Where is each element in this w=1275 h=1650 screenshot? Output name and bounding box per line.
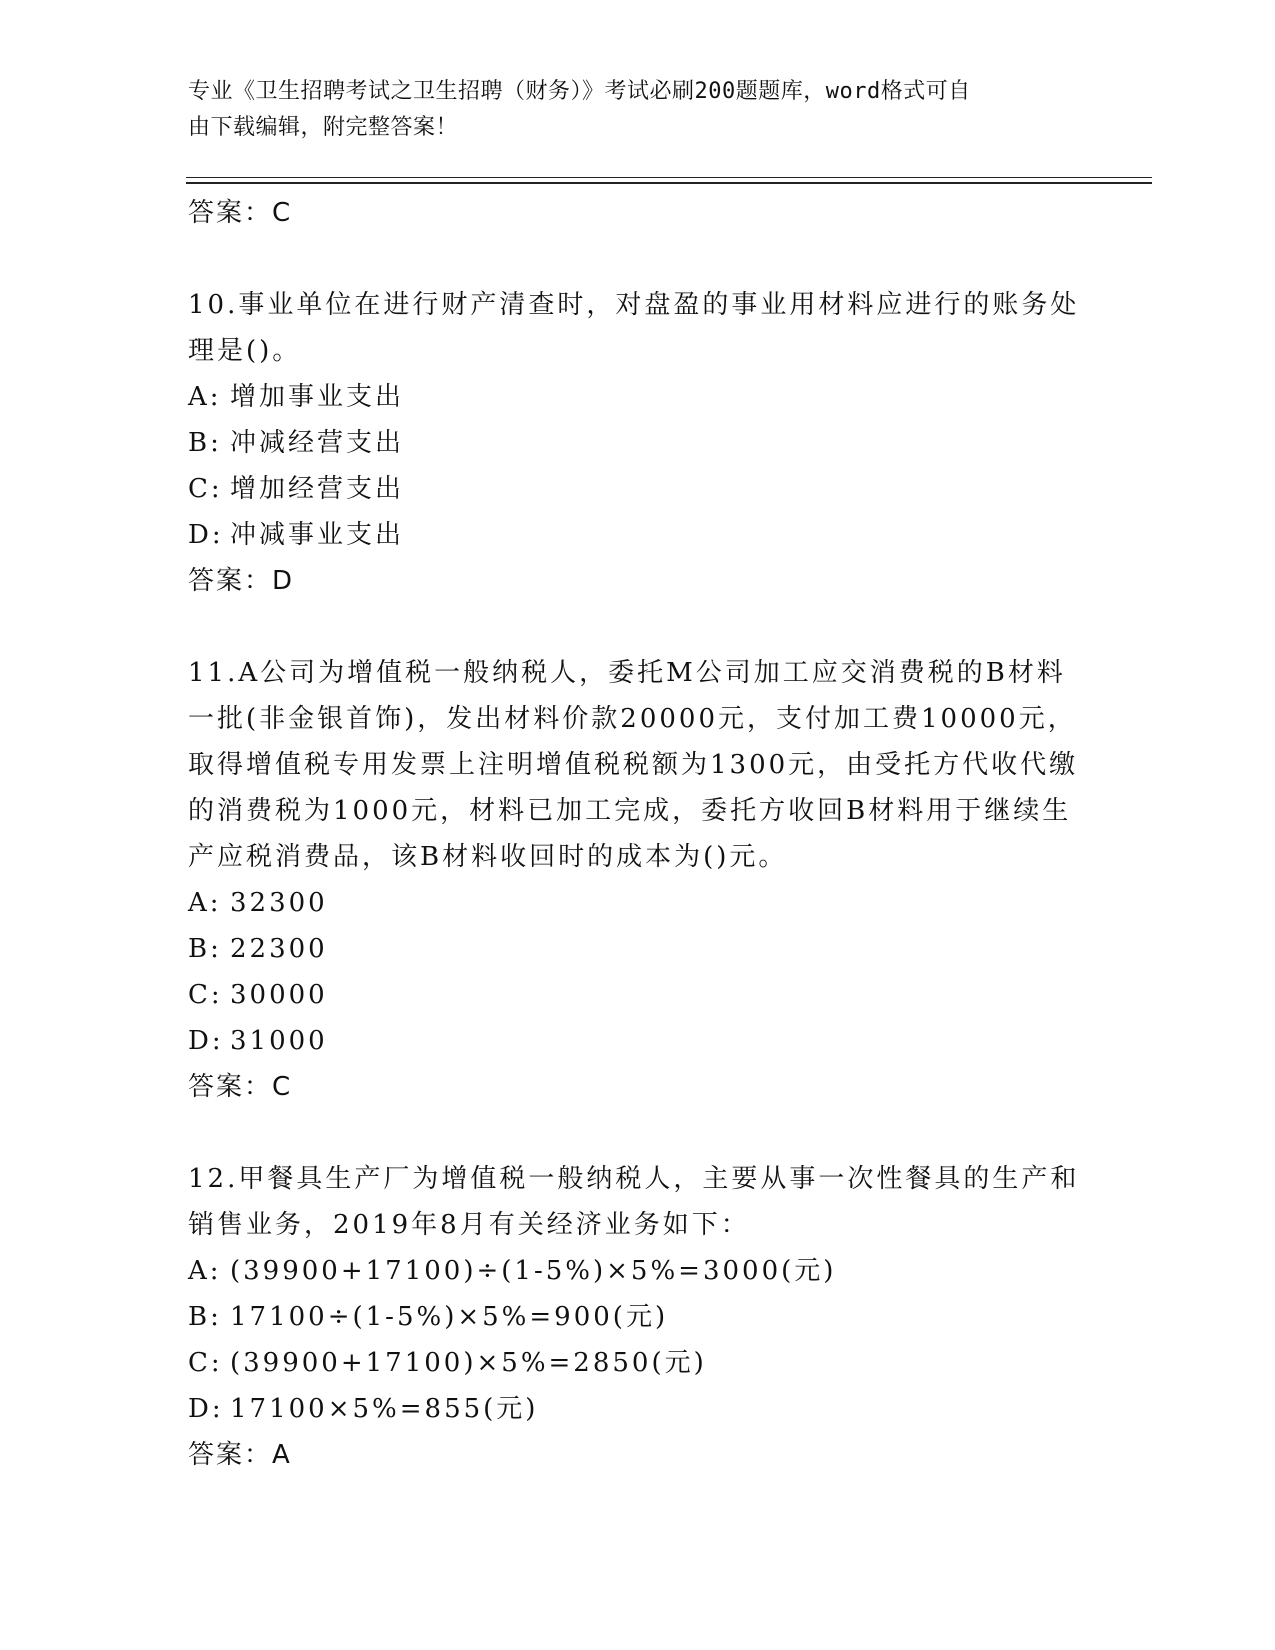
option-text: 冲减经营支出	[230, 428, 405, 458]
option-b	[188, 926, 1088, 972]
option-a	[188, 374, 1088, 420]
option-text: 17100÷(1-5%)×5%=900(元)	[230, 1302, 669, 1332]
option-text: 17100×5%=855(元)	[230, 1394, 539, 1424]
document-body	[188, 190, 1088, 1478]
option-letter: A:	[188, 382, 222, 412]
option-letter: B:	[188, 934, 222, 964]
option-text: 31000	[230, 1026, 328, 1056]
option-c	[188, 972, 1088, 1018]
option-text: 冲减事业支出	[230, 520, 405, 550]
answer: 答案：C	[188, 1072, 293, 1102]
option-d	[188, 1018, 1088, 1064]
question-12	[188, 1156, 1088, 1478]
option-text: (39900+17100)×5%=2850(元)	[230, 1348, 707, 1378]
option-c	[188, 1340, 1088, 1386]
option-text: 32300	[230, 888, 328, 918]
option-d	[188, 512, 1088, 558]
option-text: 30000	[230, 980, 328, 1010]
document-header	[188, 74, 1088, 146]
question-text: 12.甲餐具生产厂为增值税一般纳税人，主要从事一次性餐具的生产和销售业务，2019年8月有关经济业务如下：	[188, 1164, 1080, 1240]
option-letter: B:	[188, 1302, 222, 1332]
header-line-2: 由下载编辑，附完整答案！	[188, 115, 459, 140]
option-a	[188, 880, 1088, 926]
question-text: 11.A公司为增值税一般纳税人，委托M公司加工应交消费税的B材料一批(非金银首饰)，发出材料价款20000元，支付加工费10000元，取得增值税专用发票上注明增值税税额为1300元，由受托方代收代缴的消费税为1000元，材料已加工完成，委托方收回B材料用于继续生产应税消费品，该B材料收回时的成本为()元。	[188, 658, 1079, 872]
option-letter: B:	[188, 428, 222, 458]
option-letter: C:	[188, 474, 223, 504]
option-a	[188, 1248, 1088, 1294]
answer: 答案：A	[188, 1440, 292, 1470]
question-11	[188, 650, 1088, 1110]
header-rule-thin	[186, 177, 1152, 178]
answer: 答案：D	[188, 566, 295, 596]
option-letter: C:	[188, 980, 223, 1010]
option-c	[188, 466, 1088, 512]
option-text: (39900+17100)÷(1-5%)×5%=3000(元)	[230, 1256, 837, 1286]
option-text: 增加经营支出	[230, 474, 405, 504]
option-letter: A:	[188, 1256, 222, 1286]
question-text: 10.事业单位在进行财产清查时，对盘盈的事业用材料应进行的账务处理是()。	[188, 290, 1080, 366]
option-letter: A:	[188, 888, 222, 918]
question-10	[188, 282, 1088, 604]
option-text: 增加事业支出	[230, 382, 405, 412]
option-letter: D:	[188, 520, 224, 550]
option-b	[188, 1294, 1088, 1340]
header-line-1: 专业《卫生招聘考试之卫生招聘（财务）》考试必刷200题题库，word格式可自	[188, 79, 971, 104]
option-b	[188, 420, 1088, 466]
previous-answer: 答案：C	[188, 198, 293, 228]
option-text: 22300	[230, 934, 328, 964]
option-letter: D:	[188, 1394, 224, 1424]
option-d	[188, 1386, 1088, 1432]
header-rule-thick	[186, 182, 1152, 184]
option-letter: C:	[188, 1348, 223, 1378]
option-letter: D:	[188, 1026, 224, 1056]
